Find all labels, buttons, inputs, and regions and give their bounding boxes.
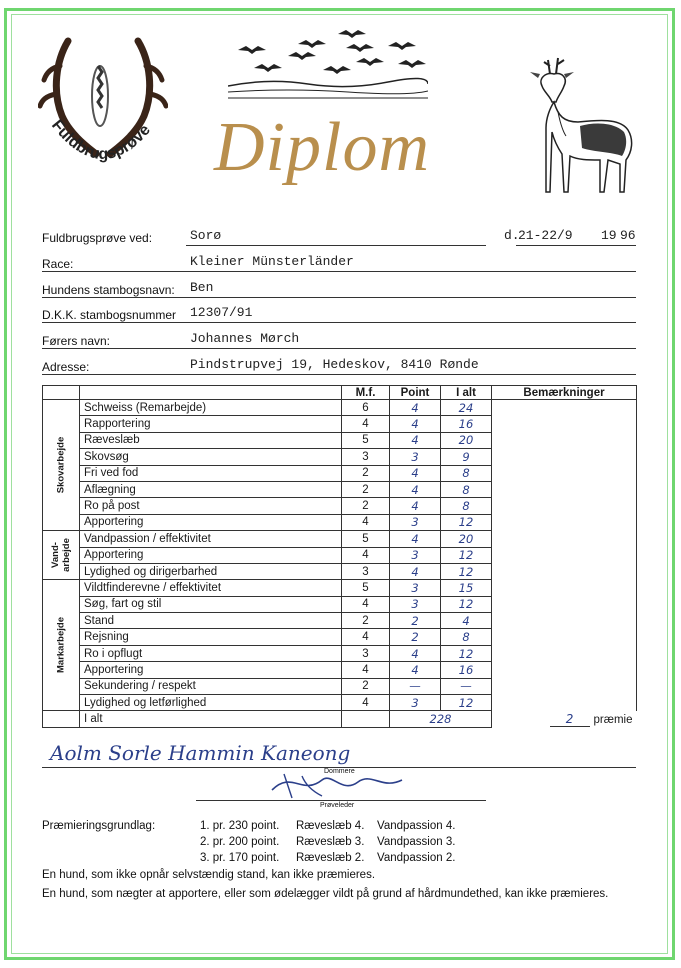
row-mf: 5 [342, 432, 390, 448]
row-point: 2 [390, 629, 441, 645]
row-ialt: 8 [441, 465, 492, 481]
signature-text: Aolm Sorle Hammin Kaneong [50, 741, 351, 765]
field-value-stambogsnavn: Ben [190, 280, 214, 295]
deer-illustration [528, 56, 638, 196]
row-mf: 4 [342, 596, 390, 612]
row-ialt: 20 [441, 432, 492, 448]
group-label [43, 531, 80, 580]
row-mf: 3 [342, 449, 390, 465]
row-label: Vildtfinderevne / effektivitet [80, 580, 342, 596]
row-label: Fri ved fod [80, 465, 342, 481]
row-point: 3 [390, 580, 441, 596]
header-blank [43, 386, 80, 400]
prize-cell [492, 711, 637, 727]
dommere-label: Dommere [324, 768, 355, 775]
row-point: 3 [390, 596, 441, 612]
row-label: Apportering [80, 662, 342, 678]
field-value-fuldbrugsprove: Sorø [190, 228, 222, 243]
row-ialt: 4 [441, 613, 492, 629]
year-prefix: 19 [601, 228, 617, 243]
date-value: 21-22/9 [518, 228, 573, 243]
field-value-race: Kleiner Münsterländer [190, 254, 354, 269]
row-ialt: 20 [441, 531, 492, 547]
row-mf: 2 [342, 481, 390, 497]
row-point: 4 [390, 531, 441, 547]
judge-signatures [46, 734, 436, 770]
field-label-fuldbrugsprove: Fuldbrugsprøve ved: [42, 231, 153, 245]
row-label: Stand [80, 613, 342, 629]
row-ialt: 15 [441, 580, 492, 596]
row-mf: 4 [342, 695, 390, 711]
prize-number: 2 [550, 712, 590, 727]
row-label: Apportering [80, 514, 342, 530]
group-label-text: Markarbejde [55, 617, 67, 674]
row-label: Lydighed og letførlighed [80, 695, 342, 711]
grundlag-cell: Vandpassion 2. [377, 852, 456, 864]
row-label: Schweiss (Remarbejde) [80, 400, 342, 416]
grundlag-cell: Ræveslæb 4. [296, 820, 365, 832]
row-ialt: 12 [441, 547, 492, 563]
row-ialt: 9 [441, 449, 492, 465]
row-label: Ro på post [80, 498, 342, 514]
year-value: 96 [620, 228, 636, 243]
field-value-adresse: Pindstrupvej 19, Hedeskov, 8410 Rønde [190, 357, 479, 372]
field-label-stambogsnummer: D.K.K. stambogsnummer [42, 308, 177, 322]
row-point: 3 [390, 547, 441, 563]
grundlag-cell: 2. pr. 200 point. [200, 836, 280, 848]
row-ialt: — [441, 678, 492, 694]
row-mf: 2 [342, 498, 390, 514]
row-label: Apportering [80, 547, 342, 563]
row-label: Rejsning [80, 629, 342, 645]
leader-signature [262, 766, 422, 802]
remarks-cell [492, 400, 637, 711]
row-label: Ræveslæb [80, 432, 342, 448]
row-point: 4 [390, 563, 441, 579]
row-point: 4 [390, 465, 441, 481]
header-blank [80, 386, 342, 400]
group-label-text: Vand- arbejde [50, 538, 72, 573]
group-label-text: Skovarbejde [55, 436, 67, 494]
row-point: 3 [390, 695, 441, 711]
row-point: 3 [390, 449, 441, 465]
row-mf: 2 [342, 465, 390, 481]
prize-label: præmie [593, 713, 633, 726]
total-value: 228 [390, 711, 492, 727]
note-apportere: En hund, som nægter at apportere, eller som ødelægger vildt på grund af hårdmundethed, kan ikke præmieres. [42, 888, 609, 900]
logo-text-arc [38, 110, 168, 190]
row-mf: 2 [342, 613, 390, 629]
total-blank [43, 711, 80, 727]
row-label: Aflægning [80, 481, 342, 497]
row-point: 4 [390, 662, 441, 678]
row-label: Søg, fart og stil [80, 596, 342, 612]
group-label [43, 400, 80, 531]
row-ialt: 12 [441, 563, 492, 579]
total-row [43, 711, 637, 727]
row-mf: 5 [342, 580, 390, 596]
row-ialt: 8 [441, 629, 492, 645]
date-prefix: d. [504, 228, 520, 243]
header-remarks: Bemærkninger [492, 386, 637, 400]
row-ialt: 12 [441, 695, 492, 711]
field-label-stambogsnavn: Hundens stambogsnavn: [42, 283, 175, 297]
row-point: — [390, 678, 441, 694]
grundlag-cell: Vandpassion 3. [377, 836, 456, 848]
row-point: 4 [390, 498, 441, 514]
header-ialt: I alt [441, 386, 492, 400]
row-mf: 4 [342, 416, 390, 432]
row-point: 4 [390, 400, 441, 416]
table-row [43, 400, 637, 416]
row-mf: 3 [342, 563, 390, 579]
row-point: 4 [390, 432, 441, 448]
grundlag-label: Præmieringsgrundlag: [42, 820, 156, 832]
svg-text:Fuldbrugsprøve: Fuldbrugsprøve [48, 116, 154, 164]
field-label-adresse: Adresse: [42, 360, 90, 374]
row-mf: 5 [342, 531, 390, 547]
field-value-stambogsnummer: 12307/91 [190, 305, 253, 320]
row-label: Vandpassion / effektivitet [80, 531, 342, 547]
row-point: 3 [390, 514, 441, 530]
row-mf: 4 [342, 662, 390, 678]
row-label: Ro i opflugt [80, 645, 342, 661]
grundlag-cell: 3. pr. 170 point. [200, 852, 280, 864]
row-mf: 4 [342, 547, 390, 563]
row-point: 4 [390, 416, 441, 432]
note-stand: En hund, som ikke opnår selvstændig stand, kan ikke præmieres. [42, 869, 376, 881]
page-title: Diplom [214, 109, 430, 186]
header-point: Point [390, 386, 441, 400]
group-label [43, 580, 80, 711]
row-mf: 4 [342, 629, 390, 645]
row-label: Sekundering / respekt [80, 678, 342, 694]
row-ialt: 12 [441, 514, 492, 530]
row-mf: 6 [342, 400, 390, 416]
row-label: Lydighed og dirigerbarhed [80, 563, 342, 579]
header-mf: M.f. [342, 386, 390, 400]
row-point: 4 [390, 481, 441, 497]
row-label: Rapportering [80, 416, 342, 432]
grundlag-cell: 1. pr. 230 point. [200, 820, 280, 832]
row-ialt: 16 [441, 416, 492, 432]
grundlag-cell: Vandpassion 4. [377, 820, 456, 832]
grundlag-cell: Ræveslæb 2. [296, 852, 365, 864]
row-point: 4 [390, 645, 441, 661]
row-mf: 3 [342, 645, 390, 661]
row-ialt: 16 [441, 662, 492, 678]
row-ialt: 12 [441, 596, 492, 612]
field-value-forers-navn: Johannes Mørch [190, 331, 300, 346]
row-ialt: 12 [441, 645, 492, 661]
row-mf: 4 [342, 514, 390, 530]
birds-landscape-illustration [228, 26, 428, 100]
row-mf: 2 [342, 678, 390, 694]
field-label-race: Race: [42, 257, 74, 271]
row-ialt: 8 [441, 498, 492, 514]
row-ialt: 24 [441, 400, 492, 416]
row-label: Skovsøg [80, 449, 342, 465]
grundlag-cell: Ræveslæb 3. [296, 836, 365, 848]
proveleder-label: Prøveleder [320, 802, 355, 809]
row-ialt: 8 [441, 481, 492, 497]
total-label: I alt [80, 711, 342, 727]
score-table [42, 385, 637, 728]
total-blank [342, 711, 390, 727]
row-point: 2 [390, 613, 441, 629]
field-label-forers-navn: Førers navn: [42, 334, 111, 348]
